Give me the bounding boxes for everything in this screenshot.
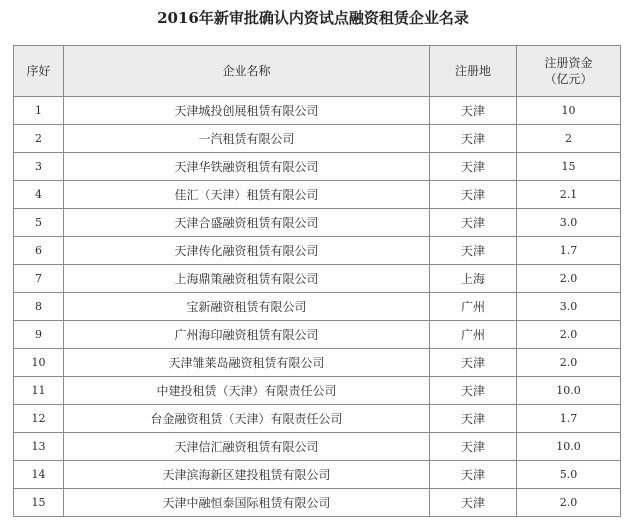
table-row bbox=[14, 321, 621, 349]
cell-index: 3 bbox=[14, 153, 64, 181]
table-row bbox=[14, 489, 621, 517]
cell-capital: 1.7 bbox=[517, 237, 621, 265]
cell-index: 2 bbox=[14, 125, 64, 153]
cell-name: 上海鼎策融资租赁有限公司 bbox=[64, 265, 430, 293]
table-row bbox=[14, 265, 621, 293]
cell-capital: 2.0 bbox=[517, 265, 621, 293]
header-capital-line1: 注册资金 bbox=[544, 56, 593, 70]
table-row bbox=[14, 349, 621, 377]
cell-name: 天津中融恒泰国际租赁有限公司 bbox=[64, 489, 430, 517]
cell-index: 11 bbox=[14, 377, 64, 405]
cell-location: 天津 bbox=[430, 377, 517, 405]
cell-capital: 2.1 bbox=[517, 181, 621, 209]
cell-location: 天津 bbox=[430, 125, 517, 153]
cell-location: 天津 bbox=[430, 461, 517, 489]
cell-location: 天津 bbox=[430, 153, 517, 181]
cell-location: 天津 bbox=[430, 97, 517, 125]
cell-location: 天津 bbox=[430, 405, 517, 433]
cell-name: 中建投租赁（天津）有限责任公司 bbox=[64, 377, 430, 405]
cell-location: 广州 bbox=[430, 321, 517, 349]
cell-index: 10 bbox=[14, 349, 64, 377]
header-index: 序好 bbox=[14, 46, 64, 97]
cell-capital: 10.0 bbox=[517, 377, 621, 405]
header-row bbox=[14, 46, 621, 97]
cell-capital: 2 bbox=[517, 125, 621, 153]
table-row bbox=[14, 153, 621, 181]
cell-index: 8 bbox=[14, 293, 64, 321]
cell-name: 天津滨海新区建投租赁有限公司 bbox=[64, 461, 430, 489]
cell-index: 5 bbox=[14, 209, 64, 237]
cell-capital: 2.0 bbox=[517, 349, 621, 377]
cell-index: 15 bbox=[14, 489, 64, 517]
cell-capital: 2.0 bbox=[517, 489, 621, 517]
table-row bbox=[14, 125, 621, 153]
cell-capital: 3.0 bbox=[517, 293, 621, 321]
cell-name: 佳汇（天津）租赁有限公司 bbox=[64, 181, 430, 209]
table-row bbox=[14, 181, 621, 209]
cell-index: 4 bbox=[14, 181, 64, 209]
cell-capital: 10.0 bbox=[517, 433, 621, 461]
cell-index: 7 bbox=[14, 265, 64, 293]
header-capital-line2: （亿元） bbox=[544, 72, 593, 86]
table-row bbox=[14, 377, 621, 405]
cell-index: 1 bbox=[14, 97, 64, 125]
cell-capital: 5.0 bbox=[517, 461, 621, 489]
cell-capital: 1.7 bbox=[517, 405, 621, 433]
cell-capital: 15 bbox=[517, 153, 621, 181]
cell-capital: 3.0 bbox=[517, 209, 621, 237]
cell-index: 13 bbox=[14, 433, 64, 461]
cell-location: 天津 bbox=[430, 237, 517, 265]
cell-location: 天津 bbox=[430, 433, 517, 461]
table-body bbox=[14, 97, 621, 517]
cell-name: 天津信汇融资租赁有限公司 bbox=[64, 433, 430, 461]
table-row bbox=[14, 461, 621, 489]
table-row bbox=[14, 405, 621, 433]
table-header bbox=[14, 46, 621, 97]
cell-index: 6 bbox=[14, 237, 64, 265]
header-capital bbox=[517, 46, 621, 97]
table-row bbox=[14, 293, 621, 321]
cell-name: 天津雏莱岛融资租赁有限公司 bbox=[64, 349, 430, 377]
cell-index: 9 bbox=[14, 321, 64, 349]
cell-name: 广州海印融资租赁有限公司 bbox=[64, 321, 430, 349]
cell-location: 天津 bbox=[430, 209, 517, 237]
cell-index: 12 bbox=[14, 405, 64, 433]
cell-location: 上海 bbox=[430, 265, 517, 293]
table-row bbox=[14, 237, 621, 265]
cell-location: 天津 bbox=[430, 181, 517, 209]
header-name: 企业名称 bbox=[64, 46, 430, 97]
table-row bbox=[14, 209, 621, 237]
cell-name: 天津城投创展租赁有限公司 bbox=[64, 97, 430, 125]
page-title: 2016年新审批确认内资试点融资租赁企业名录 bbox=[157, 9, 469, 27]
table-row bbox=[14, 97, 621, 125]
table-row bbox=[14, 433, 621, 461]
cell-index: 14 bbox=[14, 461, 64, 489]
cell-location: 广州 bbox=[430, 293, 517, 321]
enterprise-table bbox=[13, 45, 621, 517]
cell-name: 宝新融资租赁有限公司 bbox=[64, 293, 430, 321]
cell-name: 台金融资租赁（天津）有限责任公司 bbox=[64, 405, 430, 433]
cell-capital: 10 bbox=[517, 97, 621, 125]
cell-name: 天津传化融资租赁有限公司 bbox=[64, 237, 430, 265]
cell-name: 天津合盛融资租赁有限公司 bbox=[64, 209, 430, 237]
cell-name: 天津华铁融资租赁有限公司 bbox=[64, 153, 430, 181]
cell-location: 天津 bbox=[430, 489, 517, 517]
header-location: 注册地 bbox=[430, 46, 517, 97]
cell-name: 一汽租赁有限公司 bbox=[64, 125, 430, 153]
cell-capital: 2.0 bbox=[517, 321, 621, 349]
cell-location: 天津 bbox=[430, 349, 517, 377]
